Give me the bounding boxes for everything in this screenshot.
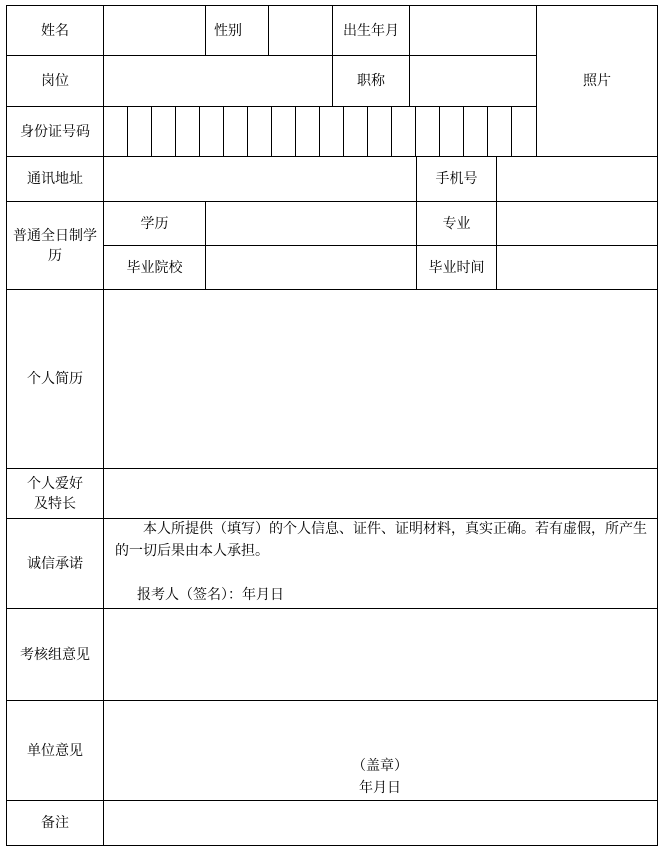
stamp-note: （盖章）: [352, 758, 408, 774]
pledge-text: 本人所提供（填写）的个人信息、证件、证明材料，真实正确。若有虚假，所产生的一切后果由本人承担。: [115, 521, 647, 559]
hobby-label: [22, 469, 88, 518]
grad-time-field[interactable]: [497, 246, 657, 289]
photo-box[interactable]: 照片: [583, 73, 611, 89]
major-field[interactable]: [497, 202, 657, 245]
degree-label: 学历: [140, 215, 169, 232]
pledge-signature: 报考人（签名）：年月日: [137, 587, 284, 603]
remark-field[interactable]: [104, 801, 657, 845]
resume-label: 个人简历: [27, 371, 83, 387]
pledge-label: 诚信承诺: [27, 555, 83, 572]
id-number-field[interactable]: [104, 107, 536, 156]
name-field[interactable]: [104, 6, 205, 55]
hobby-label-text: 个人爱好及特长: [27, 475, 83, 512]
address-label: 通讯地址: [27, 171, 83, 187]
pledge-statement: [115, 518, 655, 606]
hobby-field[interactable]: [104, 469, 657, 518]
education-label: [10, 202, 100, 289]
title-field[interactable]: [410, 56, 536, 106]
school-field[interactable]: [206, 246, 416, 289]
name-label: 姓名: [41, 22, 69, 39]
education-label-text: 普通全日制学历: [13, 227, 97, 264]
grad-time-label: 毕业时间: [428, 259, 485, 276]
stamp-date: 年月日: [359, 780, 401, 796]
major-label: 专业: [442, 215, 471, 232]
position-field[interactable]: [104, 56, 332, 106]
review-field[interactable]: [104, 609, 657, 700]
title-label: 职称: [357, 73, 385, 89]
degree-field[interactable]: [206, 202, 416, 245]
resume-field[interactable]: [104, 290, 657, 468]
birth-field[interactable]: [410, 6, 536, 55]
gender-label: 性别: [214, 22, 242, 39]
birth-label: 出生年月: [343, 22, 399, 39]
phone-label: 手机号: [435, 171, 478, 187]
review-label: 考核组意见: [20, 646, 90, 663]
remark-label: 备注: [41, 815, 69, 831]
id-number-label: 身份证号码: [20, 123, 90, 140]
position-label: 岗位: [41, 73, 69, 89]
address-field[interactable]: [104, 157, 416, 201]
phone-field[interactable]: [497, 157, 657, 201]
school-label: 毕业院校: [126, 259, 183, 276]
gender-field[interactable]: [269, 6, 332, 55]
v-line: [657, 5, 658, 846]
unit-opinion-label: 单位意见: [27, 742, 83, 759]
